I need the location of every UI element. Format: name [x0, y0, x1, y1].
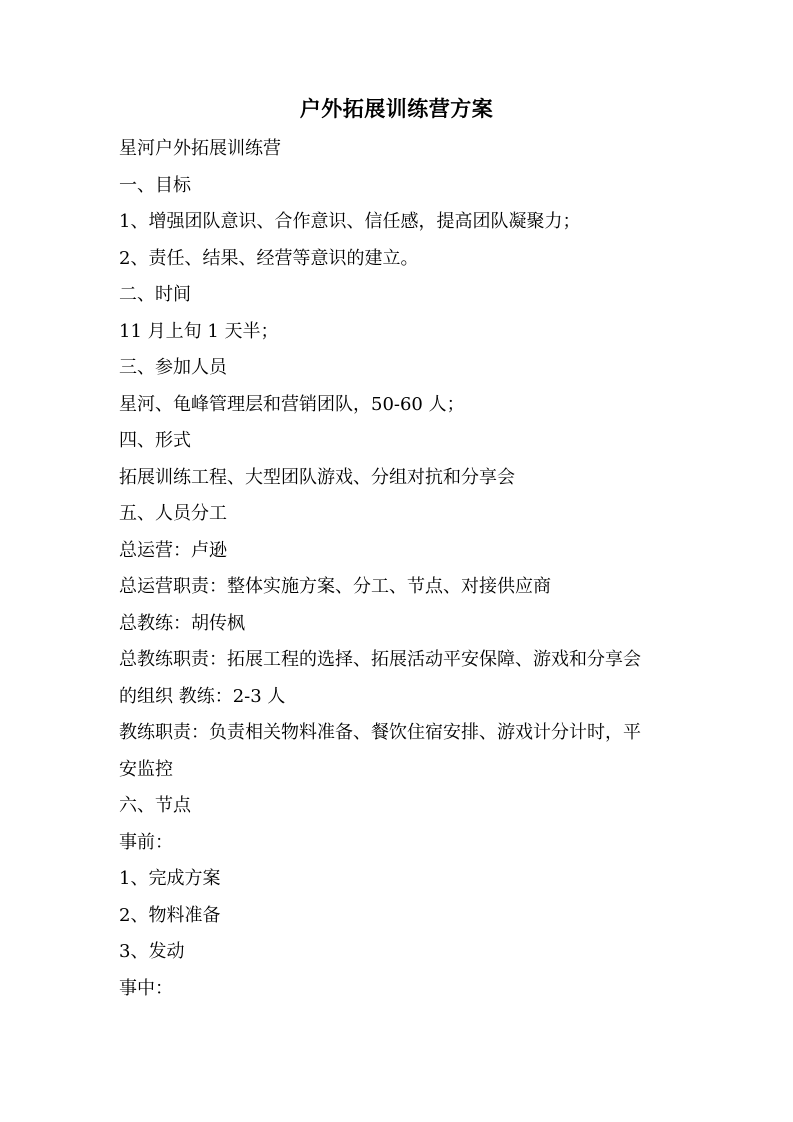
goal-item-1: 1、增强团队意识、合作意识、信任感，提高团队凝聚力； — [119, 211, 581, 232]
section-heading-goals: 一、目标 — [119, 174, 191, 196]
section-heading-participants: 三、参加人员 — [119, 357, 227, 378]
milestone-before-item-3: 3、发动 — [119, 941, 185, 962]
milestone-before-item-2: 2、物料准备 — [119, 904, 221, 926]
role-chief-operator: 总运营：卢逊 — [119, 539, 227, 561]
section-heading-roles: 五、人员分工 — [119, 503, 227, 524]
section-heading-format: 四、形式 — [119, 430, 191, 451]
document-title: 户外拓展训练营方案 — [299, 96, 494, 121]
role-chief-coach: 总教练：胡传枫 — [119, 612, 245, 634]
time-detail: 11 月上旬 1 天半； — [119, 320, 279, 342]
role-chief-operator-duties: 总运营职责：整体实施方案、分工、节点、对接供应商 — [119, 576, 551, 597]
role-coach-duties-cont: 安监控 — [119, 758, 173, 780]
participants-detail: 星河、龟峰管理层和营销团队，50-60 人； — [119, 393, 465, 415]
milestone-before-label: 事前： — [119, 831, 173, 853]
section-heading-milestones: 六、节点 — [119, 795, 191, 816]
role-chief-coach-duties: 总教练职责：拓展工程的选择、拓展活动平安保障、游戏和分享会 — [119, 649, 641, 670]
format-detail: 拓展训练工程、大型团队游戏、分组对抗和分享会 — [119, 466, 515, 488]
document-body — [119, 131, 679, 1007]
goal-item-2: 2、责任、结果、经营等意识的建立。 — [119, 247, 419, 269]
milestone-during-label: 事中： — [119, 977, 173, 999]
role-coach-duties: 教练职责：负责相关物料准备、餐饮住宿安排、游戏计分计时，平 — [119, 722, 641, 743]
role-chief-coach-duties-cont: 的组织 教练：2-3 人 — [119, 685, 286, 707]
milestone-before-item-1: 1、完成方案 — [119, 868, 221, 889]
section-heading-time: 二、时间 — [119, 284, 191, 305]
subtitle-camp-name: 星河户外拓展训练营 — [119, 138, 281, 159]
